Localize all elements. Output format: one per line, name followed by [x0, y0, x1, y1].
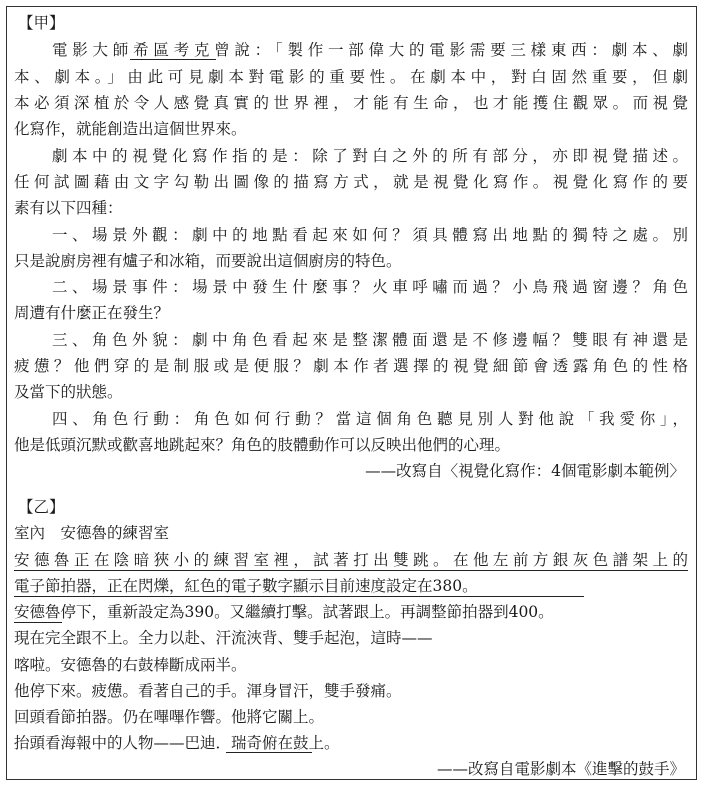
paragraph-line: 本必須深植於令人感覺真實的世界裡，才能有生命，也才能擭住觀眾。而視覺 [14, 94, 688, 112]
underline-name [226, 752, 312, 753]
underline-rule [14, 570, 688, 571]
paragraph-line: 三、角色外貌：劇中角色看起來是整潔體面還是不修邊幅？雙眼有神還是 [52, 331, 688, 349]
paragraph-line: 二、場景事件：場景中發生什麼事？火車呼嘯而過？小鳥飛過窗邊？角色 [52, 278, 688, 296]
paragraph-line: 他是低頭沉默或歡喜地跳起來？角色的肢體動作可以反映出他們的心理。 [14, 436, 511, 454]
paragraph-line: 化寫作，就能創造出這個世界來。 [14, 120, 247, 138]
script-line: 安德魯停下，重新設定為390。又繼續打擊。試著跟上。再調整節拍器到400。 [14, 603, 554, 621]
underline-rule [14, 596, 584, 597]
script-line: 現在完全跟不上。全力以赴、汗流浹背、雙手起泡，這時—— [14, 629, 433, 647]
script-line: 電子節拍器，正在閃爍，紅色的電子數字顯示目前速度設定在380。 [14, 577, 478, 595]
paragraph-line: 素有以下四種： [14, 199, 123, 217]
paragraph-line: 任何試圖藉由文字勾勒出圖像的描寫方式，就是視覺化寫作。視覺化寫作的要 [14, 173, 688, 191]
paragraph-line: 一、場景外觀：劇中的地點看起來如何？須具體寫出地點的獨特之處。別 [52, 226, 688, 244]
section-yi-source: ——改寫自電影劇本《進擊的鼓手》 [436, 760, 685, 778]
underline-name [14, 622, 62, 623]
paragraph-line: 四、角色行動：角色如何行動？當這個角色聽見別人對他說「我愛你」， [52, 410, 688, 428]
section-yi-scene: 室內 安德魯的練習室 [14, 524, 170, 542]
paragraph-line: 電影大師希區考克曾說：「製作一部偉大的電影需要三樣東西：劇本、劇 [52, 41, 688, 59]
script-line: 回頭看節拍器。仍在嗶嗶作響。他將它關上。 [14, 708, 325, 726]
script-line: 抬頭看海報中的人物——巴迪．瑞奇俯在鼓上。 [14, 734, 340, 752]
paragraph-line: 及當下的狀態。 [14, 383, 123, 401]
paragraph-line: 只是說廚房裡有爐子和冰箱，而要說出這個廚房的特色。 [14, 252, 402, 270]
paragraph-line: 周遭有什麼正在發生？ [14, 304, 170, 322]
paragraph-line: 本、劇本。」由此可見劇本對電影的重要性。在劇本中，對白固然重要，但劇 [14, 68, 688, 86]
section-yi-heading: 【乙】 [18, 498, 65, 516]
script-line: 喀啦。安德魯的右鼓棒斷成兩半。 [14, 656, 247, 674]
paragraph-line: 劇本中的視覺化寫作指的是：除了對白之外的所有部分，亦即視覺描述。 [52, 147, 688, 165]
paragraph-line: 疲憊？他們穿的是制服或是便服？劇本作者選擇的視覺細節會透露角色的性格 [14, 357, 688, 375]
section-jia-heading: 【甲】 [18, 14, 65, 32]
section-jia-source: ——改寫自〈視覺化寫作：4個電影劇本範例〉 [365, 462, 685, 480]
script-line: 安德魯正在陰暗狹小的練習室裡，試著打出雙跳。在他左前方銀灰色譜架上的 [14, 551, 688, 569]
underline-name [130, 59, 216, 60]
script-line: 他停下來。疲憊。看著自己的手。渾身冒汗，雙手發痛。 [14, 682, 402, 700]
